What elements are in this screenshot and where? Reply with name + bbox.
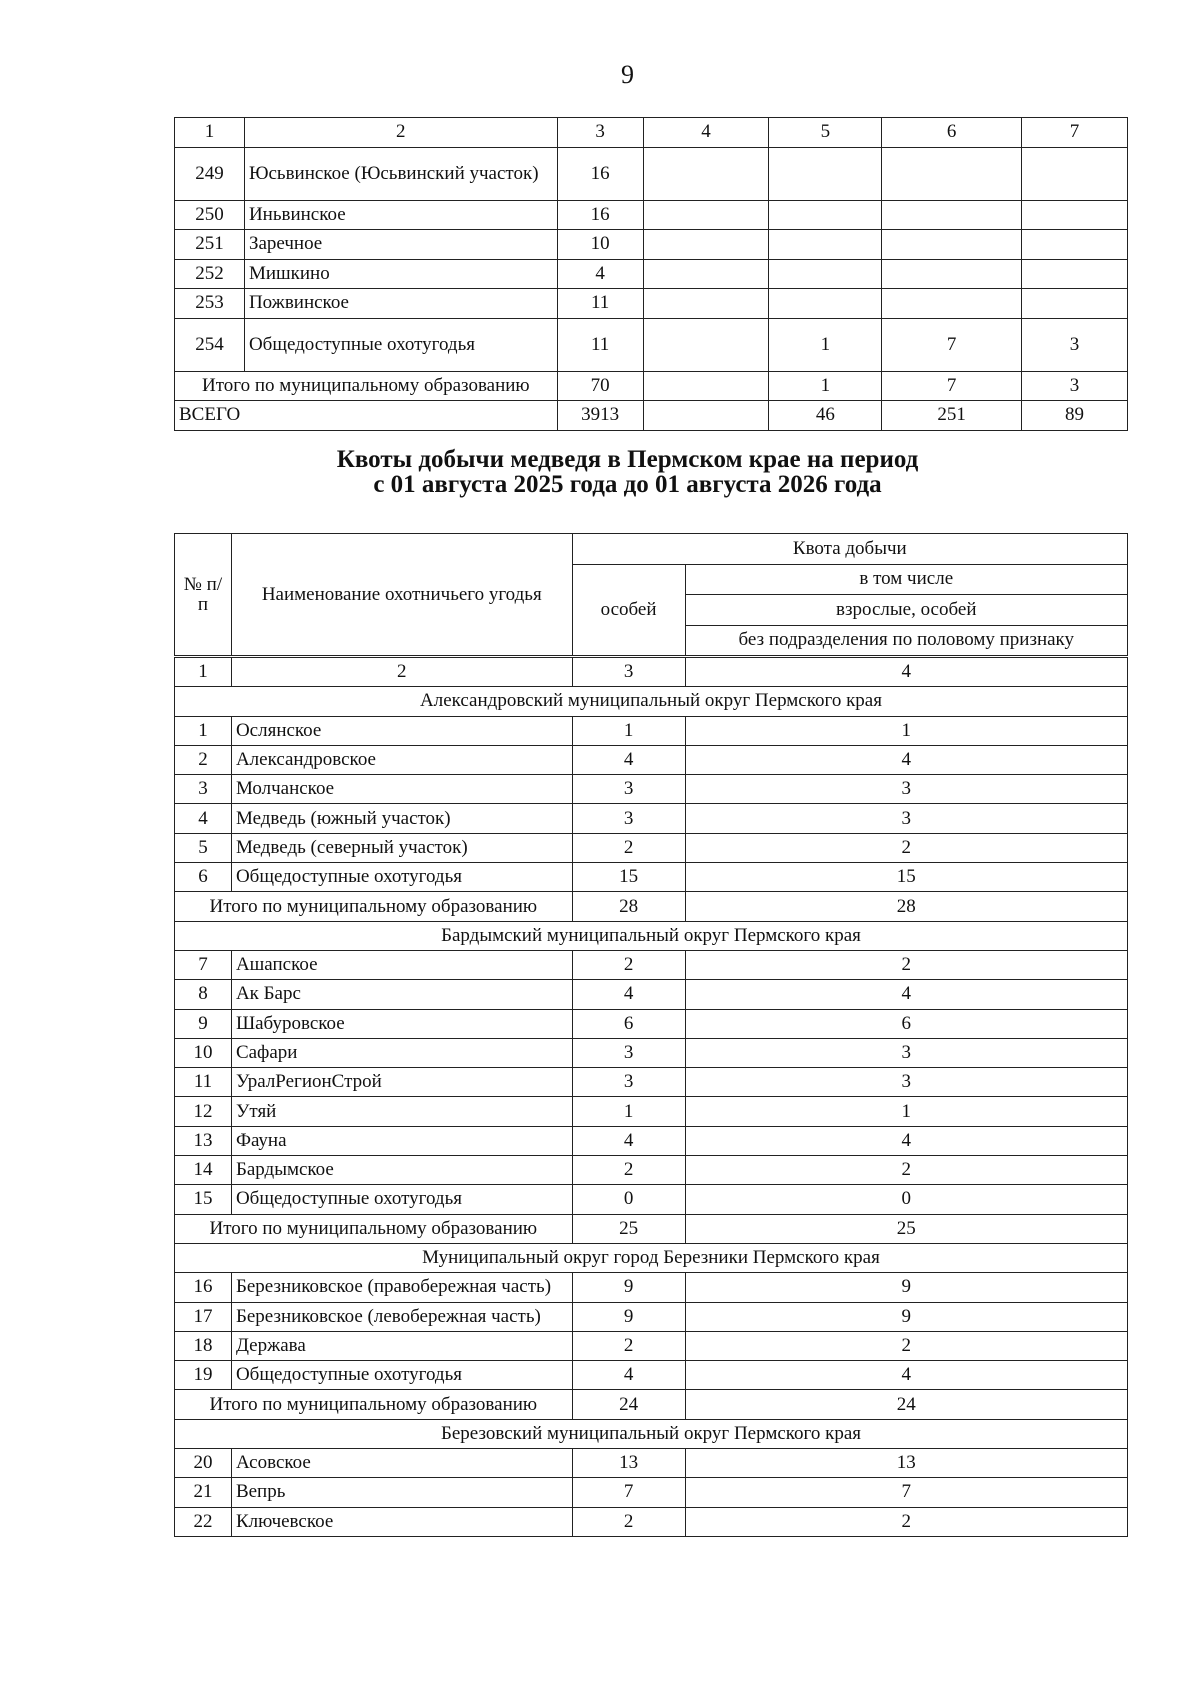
hunting-ground-name: Александровское: [231, 745, 572, 774]
table-row: [175, 1156, 1128, 1185]
hunting-ground-name: Утяй: [231, 1097, 572, 1126]
row-number: 16: [175, 1273, 232, 1302]
subtotal-label: Итого по муниципальному образованию: [175, 892, 573, 921]
row-number: 249: [175, 147, 245, 200]
row-number: 1: [175, 716, 232, 745]
cell-col5: [769, 230, 882, 260]
district-row: [175, 1419, 1128, 1448]
cell-col4: [643, 401, 769, 431]
quota-individuals: 2: [572, 1507, 685, 1536]
cell-col4: [643, 200, 769, 230]
hunting-ground-name: УралРегионСтрой: [231, 1068, 572, 1097]
hunting-ground-name: Шабуровское: [231, 1009, 572, 1038]
row-number: 21: [175, 1478, 232, 1507]
cell-col3: 70: [557, 371, 643, 401]
row-number: 252: [175, 259, 245, 289]
quota-adults: 6: [685, 1009, 1127, 1038]
total-row: [175, 401, 1128, 431]
hunting-ground-name: Вепрь: [231, 1478, 572, 1507]
cell-col3: 11: [557, 318, 643, 371]
hunting-ground-name: Медведь (южный участок): [231, 804, 572, 833]
table-row: [175, 1126, 1128, 1155]
cell-col4: [643, 371, 769, 401]
row-number: 20: [175, 1449, 232, 1478]
cell-col7: [1022, 259, 1128, 289]
table-row: [175, 147, 1128, 200]
cell-col7: [1022, 289, 1128, 319]
row-number: 7: [175, 950, 232, 979]
quota-individuals: 4: [572, 745, 685, 774]
hunting-ground-name: Юсьвинское (Юсьвинский участок): [244, 147, 557, 200]
table-row: [175, 1097, 1128, 1126]
subtotal-label: Итого по муниципальному образованию: [175, 1214, 573, 1243]
row-number: 13: [175, 1126, 232, 1155]
quota-adults: 0: [685, 1185, 1127, 1214]
hunting-ground-name: Асовское: [231, 1449, 572, 1478]
district-row: [175, 921, 1128, 950]
column-number: 2: [231, 657, 572, 687]
column-number: 1: [175, 657, 232, 687]
quota-individuals: 15: [572, 863, 685, 892]
table-row: [175, 1507, 1128, 1536]
cell-col5: [769, 289, 882, 319]
bear-quota-table: [174, 533, 1128, 1537]
quota-adults: 4: [685, 745, 1127, 774]
quota-individuals: 9: [572, 1273, 685, 1302]
total-row-label: ВСЕГО: [175, 401, 558, 431]
quota-individuals: 0: [572, 1185, 685, 1214]
row-number: 10: [175, 1038, 232, 1067]
quota-adults: 25: [685, 1214, 1127, 1243]
table-header-row: [175, 118, 1128, 148]
quota-individuals: 28: [572, 892, 685, 921]
cell-col7: [1022, 230, 1128, 260]
district-name: Бардымский муниципальный округ Пермского края: [175, 921, 1128, 950]
quota-individuals: 1: [572, 1097, 685, 1126]
subtotal-row-label: Итого по муниципальному образованию: [175, 371, 558, 401]
hunting-ground-name: Иньвинское: [244, 200, 557, 230]
cell-col4: [643, 318, 769, 371]
district-row: [175, 687, 1128, 716]
table-row: [175, 716, 1128, 745]
hunting-ground-name: Березниковское (левобережная часть): [231, 1302, 572, 1331]
table-row: [175, 230, 1128, 260]
hunting-ground-name: Заречное: [244, 230, 557, 260]
row-number: 250: [175, 200, 245, 230]
quota-adults: 2: [685, 1331, 1127, 1360]
cell-col5: [769, 200, 882, 230]
row-number: 19: [175, 1361, 232, 1390]
table-row: [175, 1273, 1128, 1302]
district-name: Александровский муниципальный округ Пермского края: [175, 687, 1128, 716]
cell-col4: [643, 147, 769, 200]
hunting-ground-name: Ключевское: [231, 1507, 572, 1536]
subtotal-row: [175, 1390, 1128, 1419]
cell-col5: 1: [769, 318, 882, 371]
cell-col3: 16: [557, 200, 643, 230]
column-number: 7: [1022, 118, 1128, 148]
column-numbers-row: [175, 657, 1128, 687]
continued-table: [174, 117, 1128, 431]
table-row: [175, 1038, 1128, 1067]
cell-col4: [643, 289, 769, 319]
quota-adults: 3: [685, 1038, 1127, 1067]
quota-adults: 2: [685, 1156, 1127, 1185]
quota-adults: 4: [685, 1126, 1127, 1155]
cell-col5: 1: [769, 371, 882, 401]
table-row: [175, 863, 1128, 892]
cell-col6: 7: [882, 318, 1022, 371]
hunting-ground-name: Общедоступные охотугодья: [231, 1361, 572, 1390]
subtotal-row: [175, 1214, 1128, 1243]
row-number: 3: [175, 775, 232, 804]
title-line-2: с 01 августа 2025 года до 01 августа 2026 года: [373, 471, 882, 498]
table-row: [175, 259, 1128, 289]
quota-adults: 4: [685, 1361, 1127, 1390]
quota-adults: 9: [685, 1273, 1127, 1302]
table-row: [175, 950, 1128, 979]
quota-individuals: 3: [572, 775, 685, 804]
quota-individuals: 3: [572, 804, 685, 833]
header-quota: Квота добычи: [572, 534, 1127, 565]
cell-col6: [882, 200, 1022, 230]
district-name: Березовский муниципальный округ Пермского края: [175, 1419, 1128, 1448]
cell-col5: [769, 259, 882, 289]
row-number: 4: [175, 804, 232, 833]
cell-col3: 16: [557, 147, 643, 200]
table-row: [175, 200, 1128, 230]
table-row: [175, 1009, 1128, 1038]
quota-adults: 3: [685, 1068, 1127, 1097]
district-name: Муниципальный округ город Березники Пермского края: [175, 1243, 1128, 1272]
row-number: 2: [175, 745, 232, 774]
quota-adults: 1: [685, 716, 1127, 745]
cell-col6: 7: [882, 371, 1022, 401]
header-individuals: особей: [572, 564, 685, 657]
header-no-gender: без подразделения по половому признаку: [685, 625, 1127, 657]
quota-individuals: 9: [572, 1302, 685, 1331]
table-row: [175, 745, 1128, 774]
quota-individuals: 2: [572, 1331, 685, 1360]
row-number: 15: [175, 1185, 232, 1214]
quota-adults: 1: [685, 1097, 1127, 1126]
quota-adults: 28: [685, 892, 1127, 921]
column-number: 4: [685, 657, 1127, 687]
cell-col6: [882, 147, 1022, 200]
hunting-ground-name: Общедоступные охотугодья: [231, 1185, 572, 1214]
hunting-ground-name: Березниковское (правобережная часть): [231, 1273, 572, 1302]
row-number: 8: [175, 980, 232, 1009]
quota-adults: 24: [685, 1390, 1127, 1419]
quota-adults: 9: [685, 1302, 1127, 1331]
hunting-ground-name: Фауна: [231, 1126, 572, 1155]
quota-adults: 3: [685, 775, 1127, 804]
quota-individuals: 4: [572, 1361, 685, 1390]
cell-col6: [882, 289, 1022, 319]
cell-col7: [1022, 200, 1128, 230]
row-number: 22: [175, 1507, 232, 1536]
header-name: Наименование охотничьего угодья: [231, 534, 572, 657]
quota-individuals: 7: [572, 1478, 685, 1507]
row-number: 14: [175, 1156, 232, 1185]
header-num: № п/п: [175, 534, 232, 657]
cell-col6: [882, 230, 1022, 260]
quota-individuals: 3: [572, 1068, 685, 1097]
quota-individuals: 6: [572, 1009, 685, 1038]
cell-col7: 3: [1022, 318, 1128, 371]
quota-individuals: 4: [572, 1126, 685, 1155]
title-line-1: Квоты добычи медведя в Пермском крае на период: [336, 446, 919, 473]
table-row: [175, 289, 1128, 319]
quota-individuals: 1: [572, 716, 685, 745]
quota-adults: 4: [685, 980, 1127, 1009]
cell-col3: 11: [557, 289, 643, 319]
table-row: [175, 318, 1128, 371]
column-number: 2: [244, 118, 557, 148]
header-adults: взрослые, особей: [685, 595, 1127, 626]
row-number: 18: [175, 1331, 232, 1360]
hunting-ground-name: Ак Барс: [231, 980, 572, 1009]
subtotal-row: [175, 892, 1128, 921]
hunting-ground-name: Сафари: [231, 1038, 572, 1067]
row-number: 254: [175, 318, 245, 371]
quota-individuals: 2: [572, 1156, 685, 1185]
row-number: 251: [175, 230, 245, 260]
header-including: в том числе: [685, 564, 1127, 595]
cell-col6: [882, 259, 1022, 289]
hunting-ground-name: Мишкино: [244, 259, 557, 289]
row-number: 11: [175, 1068, 232, 1097]
cell-col7: 89: [1022, 401, 1128, 431]
hunting-ground-name: Ашапское: [231, 950, 572, 979]
column-number: 1: [175, 118, 245, 148]
subtotal-row: [175, 371, 1128, 401]
quota-adults: 2: [685, 833, 1127, 862]
quota-individuals: 13: [572, 1449, 685, 1478]
table-row: [175, 1302, 1128, 1331]
row-number: 17: [175, 1302, 232, 1331]
district-row: [175, 1243, 1128, 1272]
cell-col6: 251: [882, 401, 1022, 431]
hunting-ground-name: Молчанское: [231, 775, 572, 804]
hunting-ground-name: Общедоступные охотугодья: [231, 863, 572, 892]
column-number: 4: [643, 118, 769, 148]
quota-individuals: 25: [572, 1214, 685, 1243]
cell-col3: 3913: [557, 401, 643, 431]
column-number: 5: [769, 118, 882, 148]
column-number: 3: [557, 118, 643, 148]
hunting-ground-name: Держава: [231, 1331, 572, 1360]
table-row: [175, 1331, 1128, 1360]
table-row: [175, 1068, 1128, 1097]
cell-col4: [643, 259, 769, 289]
page-number: 9: [621, 60, 634, 89]
cell-col5: 46: [769, 401, 882, 431]
subtotal-label: Итого по муниципальному образованию: [175, 1390, 573, 1419]
cell-col5: [769, 147, 882, 200]
quota-adults: 3: [685, 804, 1127, 833]
quota-adults: 2: [685, 950, 1127, 979]
table-row: [175, 1185, 1128, 1214]
quota-individuals: 3: [572, 1038, 685, 1067]
hunting-ground-name: Медведь (северный участок): [231, 833, 572, 862]
cell-col4: [643, 230, 769, 260]
cell-col3: 4: [557, 259, 643, 289]
column-number: 3: [572, 657, 685, 687]
hunting-ground-name: Бардымское: [231, 1156, 572, 1185]
hunting-ground-name: Пожвинское: [244, 289, 557, 319]
quota-individuals: 24: [572, 1390, 685, 1419]
row-number: 12: [175, 1097, 232, 1126]
quota-adults: 13: [685, 1449, 1127, 1478]
cell-col7: 3: [1022, 371, 1128, 401]
table-row: [175, 1449, 1128, 1478]
column-number: 6: [882, 118, 1022, 148]
row-number: 9: [175, 1009, 232, 1038]
table-row: [175, 1361, 1128, 1390]
table-row: [175, 775, 1128, 804]
quota-individuals: 4: [572, 980, 685, 1009]
hunting-ground-name: Ослянское: [231, 716, 572, 745]
cell-col7: [1022, 147, 1128, 200]
table-row: [175, 804, 1128, 833]
document-title: [0, 447, 1200, 497]
cell-col3: 10: [557, 230, 643, 260]
quota-individuals: 2: [572, 950, 685, 979]
quota-individuals: 2: [572, 833, 685, 862]
hunting-ground-name: Общедоступные охотугодья: [244, 318, 557, 371]
quota-adults: 2: [685, 1507, 1127, 1536]
table-row: [175, 1478, 1128, 1507]
table-row: [175, 980, 1128, 1009]
row-number: 5: [175, 833, 232, 862]
row-number: 253: [175, 289, 245, 319]
quota-adults: 7: [685, 1478, 1127, 1507]
row-number: 6: [175, 863, 232, 892]
table-row: [175, 833, 1128, 862]
quota-adults: 15: [685, 863, 1127, 892]
